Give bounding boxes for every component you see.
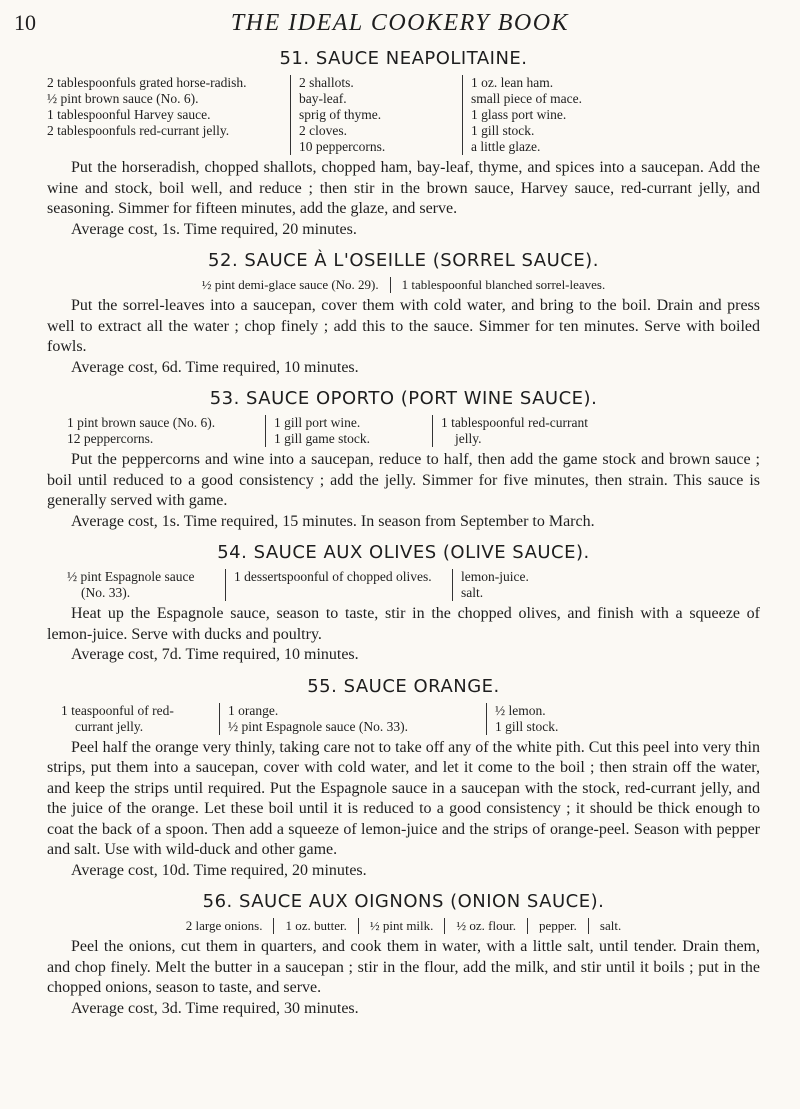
ingredient-column [191, 277, 390, 293]
ingredient-column [47, 75, 290, 155]
ingredient: 1 gill stock. [471, 123, 535, 138]
recipe-cost-time: Average cost, 3d. Time required, 30 minutes. [71, 999, 359, 1017]
ingredient: 1 gill game stock. [274, 431, 370, 446]
ingredient: 12 peppercorns. [67, 431, 154, 446]
recipe-51 [47, 48, 760, 240]
recipe-54 [47, 542, 760, 666]
ingredient: 2 tablespoonfuls grated horse-radish. [47, 75, 247, 90]
recipe-title: 51. SAUCE NEAPOLITAINE. [279, 48, 528, 69]
ingredient: a little glaze. [471, 139, 541, 154]
ingredient: small piece of mace. [471, 91, 582, 106]
ingredient-list [47, 703, 760, 735]
ingredient: ½ pint brown sauce (No. 6). [47, 91, 199, 106]
recipe-title: 53. SAUCE OPORTO (PORT WINE SAUCE). [209, 388, 598, 409]
running-title: THE IDEAL COOKERY BOOK [230, 10, 570, 36]
page-content [47, 48, 760, 1029]
recipe-cost-time: Average cost, 7d. Time required, 10 minutes. [71, 646, 359, 663]
recipe-55 [47, 676, 760, 882]
recipe-method: Peel the onions, cut them in quarters, and cook them in water, with a little salt, until tender. Drain them, and chop finely. Melt the butter in a saucepan ; stir in the flour, add the milk, and stir until it boils ; put in the chopped onions, season to taste, and serve. [47, 938, 760, 996]
ingredient-column [527, 918, 588, 934]
ingredient: salt. [599, 918, 622, 933]
ingredient-column [444, 918, 527, 934]
ingredient: 1 dessertspoonful of chopped olives. [234, 569, 432, 584]
recipe-method: Put the peppercorns and wine into a saucepan, reduce to half, then add the game stock and brown sauce ; boil until reduced to a good consistency ; add the jelly. Simmer for five minutes, then strain. This sauce is generally served with game. [47, 451, 760, 509]
ingredient: ½ oz. flour. [456, 918, 516, 933]
ingredient: salt. [461, 585, 484, 600]
ingredient: 2 tablespoonfuls red-currant jelly. [47, 123, 230, 138]
ingredient-column [452, 569, 589, 601]
ingredient: 1 glass port wine. [471, 107, 567, 122]
ingredient-column [588, 918, 632, 934]
recipe-52 [47, 250, 760, 378]
recipe-method: Put the sorrel-leaves into a saucepan, cover them with cold water, and bring to the boil. Drain and press well to extract all the water ; chop finely ; add this to the sauce. Simmer for ten minutes. Serve with boiled fowls. [47, 297, 760, 355]
recipe-title: 55. SAUCE ORANGE. [307, 675, 500, 697]
recipe-method: Peel half the orange very thinly, taking care not to take off any of the white pith. Cut this peel into very thin strips, put them into a saucepan, cover with cold water, and let it come to the boil ; then strain off the water, and keep the strips until required. Put the Espagnole sauce in a saucepan with the stock, red-currant jelly, and the juice of the orange. Let these boil until it is reduced to a good consistency ; it should be thick enough to coat the back of a spoon. Then add a squeeze of lemon-juice and the strips of orange-peel. Season with pepper and salt. Use with wild-duck and other game. [47, 738, 760, 858]
ingredient: 2 large onions. [185, 918, 263, 933]
ingredient: 1 orange. [228, 702, 279, 718]
page-header [14, 6, 786, 42]
ingredient-column [390, 277, 617, 293]
ingredient: 1 tablespoonful blanched sorrel-leaves. [401, 277, 606, 292]
page-number: 10 [14, 10, 36, 35]
recipe-title: 56. SAUCE AUX OIGNONS (ONION SAUCE). [202, 891, 605, 912]
ingredient-list [47, 75, 760, 155]
ingredient: 1 tablespoonful Harvey sauce. [47, 107, 211, 122]
ingredient-list [47, 415, 760, 447]
ingredient-column [265, 415, 432, 447]
ingredient: sprig of thyme. [299, 107, 382, 122]
ingredient: ½ pint Espagnole sauce (No. 33). [228, 718, 408, 734]
ingredient: 1 pint brown sauce (No. 6). [67, 415, 216, 430]
recipe-cost-time: Average cost, 6d. Time required, 10 minutes. [71, 358, 359, 376]
ingredient-column [225, 569, 452, 601]
ingredient-column [67, 569, 225, 601]
ingredient: 1 oz. butter. [285, 918, 347, 933]
ingredient-column [61, 703, 219, 735]
ingredient: 2 shallots. [299, 75, 354, 90]
ingredient: 10 peppercorns. [299, 139, 386, 154]
ingredient: lemon-juice. [461, 569, 529, 584]
ingredient: ½ pint Espagnole sauce (No. 33). [67, 569, 195, 600]
ingredient-column [175, 918, 274, 934]
ingredient: 1 gill port wine. [274, 415, 361, 430]
ingredient: bay-leaf. [299, 91, 347, 106]
recipe-cost-time: Average cost, 1s. Time required, 20 minutes. [71, 220, 357, 238]
ingredient-list [47, 569, 760, 601]
ingredient-column [358, 918, 445, 934]
ingredient-list [47, 277, 760, 293]
ingredient: ½ lemon. [495, 702, 546, 718]
ingredient: 1 oz. lean ham. [471, 75, 554, 90]
ingredient: 1 tablespoonful red-currant jelly. [441, 415, 588, 446]
recipe-method: Heat up the Espagnole sauce, season to taste, stir in the chopped olives, and finish with a squeeze of lemon-juice. Serve with ducks and poultry. [47, 605, 760, 643]
ingredient: 1 gill stock. [495, 718, 559, 734]
ingredient-column [486, 703, 623, 735]
ingredient-column [219, 703, 486, 735]
ingredient-column [462, 75, 649, 155]
recipe-cost-time: Average cost, 10d. Time required, 20 minutes. [71, 861, 367, 879]
ingredient-column [67, 415, 265, 447]
ingredient: 1 teaspoonful of red-currant jelly. [61, 702, 174, 734]
recipe-53 [47, 388, 760, 532]
ingredient: ½ pint demi-glace sauce (No. 29). [201, 277, 379, 292]
ingredient-column [273, 918, 357, 934]
recipe-title: 52. SAUCE À L'OSEILLE (SORREL SAUCE). [208, 250, 599, 271]
recipe-56 [47, 891, 760, 1019]
recipe-title: 54. SAUCE AUX OLIVES (OLIVE SAUCE). [217, 542, 590, 563]
ingredient: ½ pint milk. [369, 918, 434, 933]
ingredient: 2 cloves. [299, 123, 347, 138]
recipe-method: Put the horseradish, chopped shallots, chopped ham, bay-leaf, thyme, and spices into a saucepan. Add the wine and stock, boil well, and reduce ; then stir in the brown sauce, Harvey sauce, red-currant jelly, and seasoning. Simmer for fifteen minutes, add the glaze, and serve. [47, 159, 760, 217]
ingredient-column [432, 415, 599, 447]
ingredient-list [47, 918, 760, 934]
ingredient-column [290, 75, 462, 155]
ingredient: pepper. [538, 918, 577, 933]
recipe-cost-time: Average cost, 1s. Time required, 15 minutes. In season from September to March. [71, 512, 595, 530]
